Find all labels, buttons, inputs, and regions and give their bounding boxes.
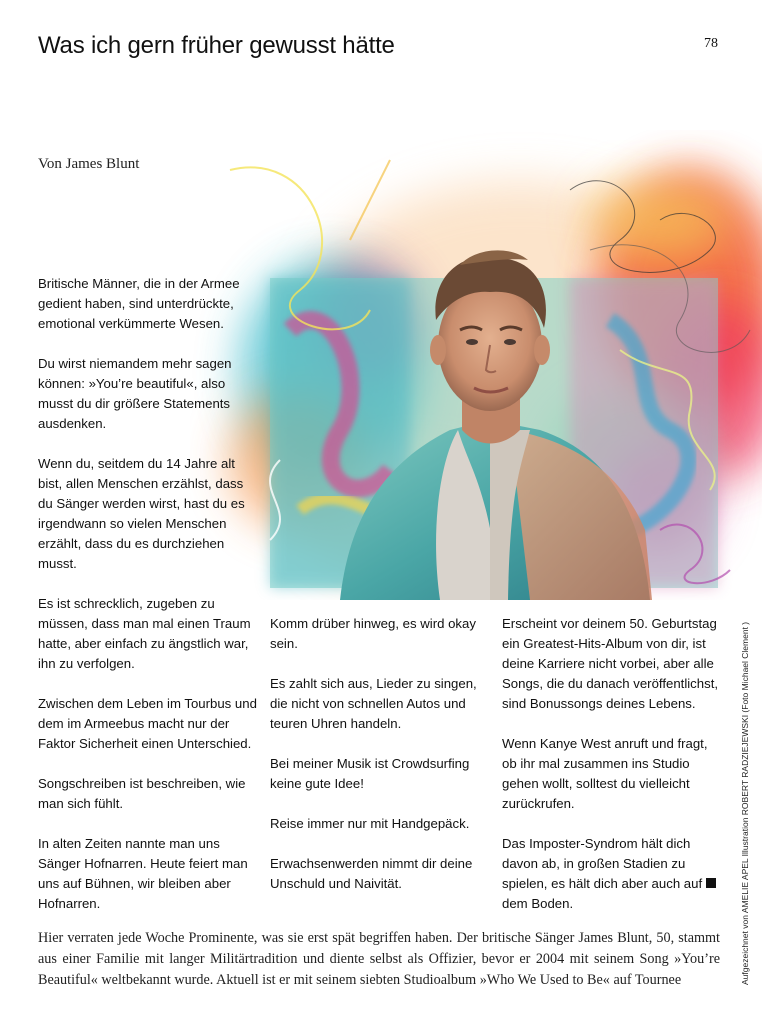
column-middle: [270, 614, 480, 914]
portrait-illustration: [190, 130, 762, 600]
intro-paragraph: Hier verraten jede Woche Prominente, was sie erst spät begriffen haben. Der britische Sänger James Blunt, 50, stammt aus einer Familie mit langer Militärtradition und diente selbst als Offizier, bevor er 2004 mit seinem Song »You’re Beautiful« weltbekannt wurde. Aktuell ist er mit seinem siebten Studioalbum »Who We Used to Be« auf Tournee: [38, 930, 720, 988]
byline: Von James Blunt: [38, 156, 140, 172]
end-mark-square: [706, 878, 716, 888]
column-right: [502, 614, 722, 934]
paragraph: Erwachsenwerden nimmt dir deine Unschuld und Naivität.: [270, 856, 473, 891]
credits-vertical: Aufgezeichnet von AMELIE APEL Illustration ROBERT RADZIEJEWSKI (Foto Michael Clement ): [740, 621, 750, 985]
paragraph: Wenn du, seitdem du 14 Jahre alt bist, allen Menschen erzählst, dass du Sänger werden wirst, hast du es irgendwann so vielen Menschen erzählt, dass du es durchziehen musst.: [38, 456, 245, 571]
paragraph: Du wirst niemandem mehr sagen können: »You’re beautiful«, also musst du dir größere Statements ausdenken.: [38, 356, 232, 431]
paragraph: In alten Zeiten nannte man uns Sänger Hofnarren. Heute feiert man uns auf Bühnen, wir bleiben aber Hofnarren.: [38, 836, 248, 911]
paragraph: Es zahlt sich aus, Lieder zu singen, die nicht von schnellen Autos und teuren Uhren handeln.: [270, 676, 477, 731]
paragraph: Es ist schrecklich, zugeben zu müssen, dass man mal einen Traum hatte, aber einfach zu ängstlich war, ihn zu verfolgen.: [38, 596, 251, 671]
paragraph: Bei meiner Musik ist Crowdsurfing keine gute Idee!: [270, 756, 470, 791]
paragraph: Zwischen dem Leben im Tourbus und dem im Armeebus macht nur der Faktor Sicherheit einen Unterschied.: [38, 696, 257, 751]
paragraph: Komm drüber hinweg, es wird okay sein.: [270, 616, 476, 651]
paragraph: Erscheint vor deinem 50. Geburtstag ein Greatest-Hits-Album von dir, ist deine Karriere nicht vorbei, aber alle Songs, die du danach veröffentlichst, sind Bonussongs deines Lebens.: [502, 616, 719, 711]
column-left: [38, 274, 258, 934]
paragraph: Britische Männer, die in der Armee gedient haben, sind unterdrückte, emotional verkümmerte Wesen.: [38, 276, 240, 331]
paragraph: Reise immer nur mit Handgepäck.: [270, 816, 470, 831]
page-title: Was ich gern früher gewusst hätte: [38, 32, 395, 59]
page-number: 78: [704, 36, 718, 51]
paragraph: Das Imposter-Syndrom hält dich davon ab, in großen Stadien zu spielen, es hält dich aber auch auf dem Boden.: [502, 836, 703, 911]
paragraph: Wenn Kanye West anruft und fragt, ob ihr mal zusammen ins Studio gehen wollt, solltest du vielleicht zurückrufen.: [502, 736, 708, 811]
paragraph: Songschreiben ist beschreiben, wie man sich fühlt.: [38, 776, 246, 811]
